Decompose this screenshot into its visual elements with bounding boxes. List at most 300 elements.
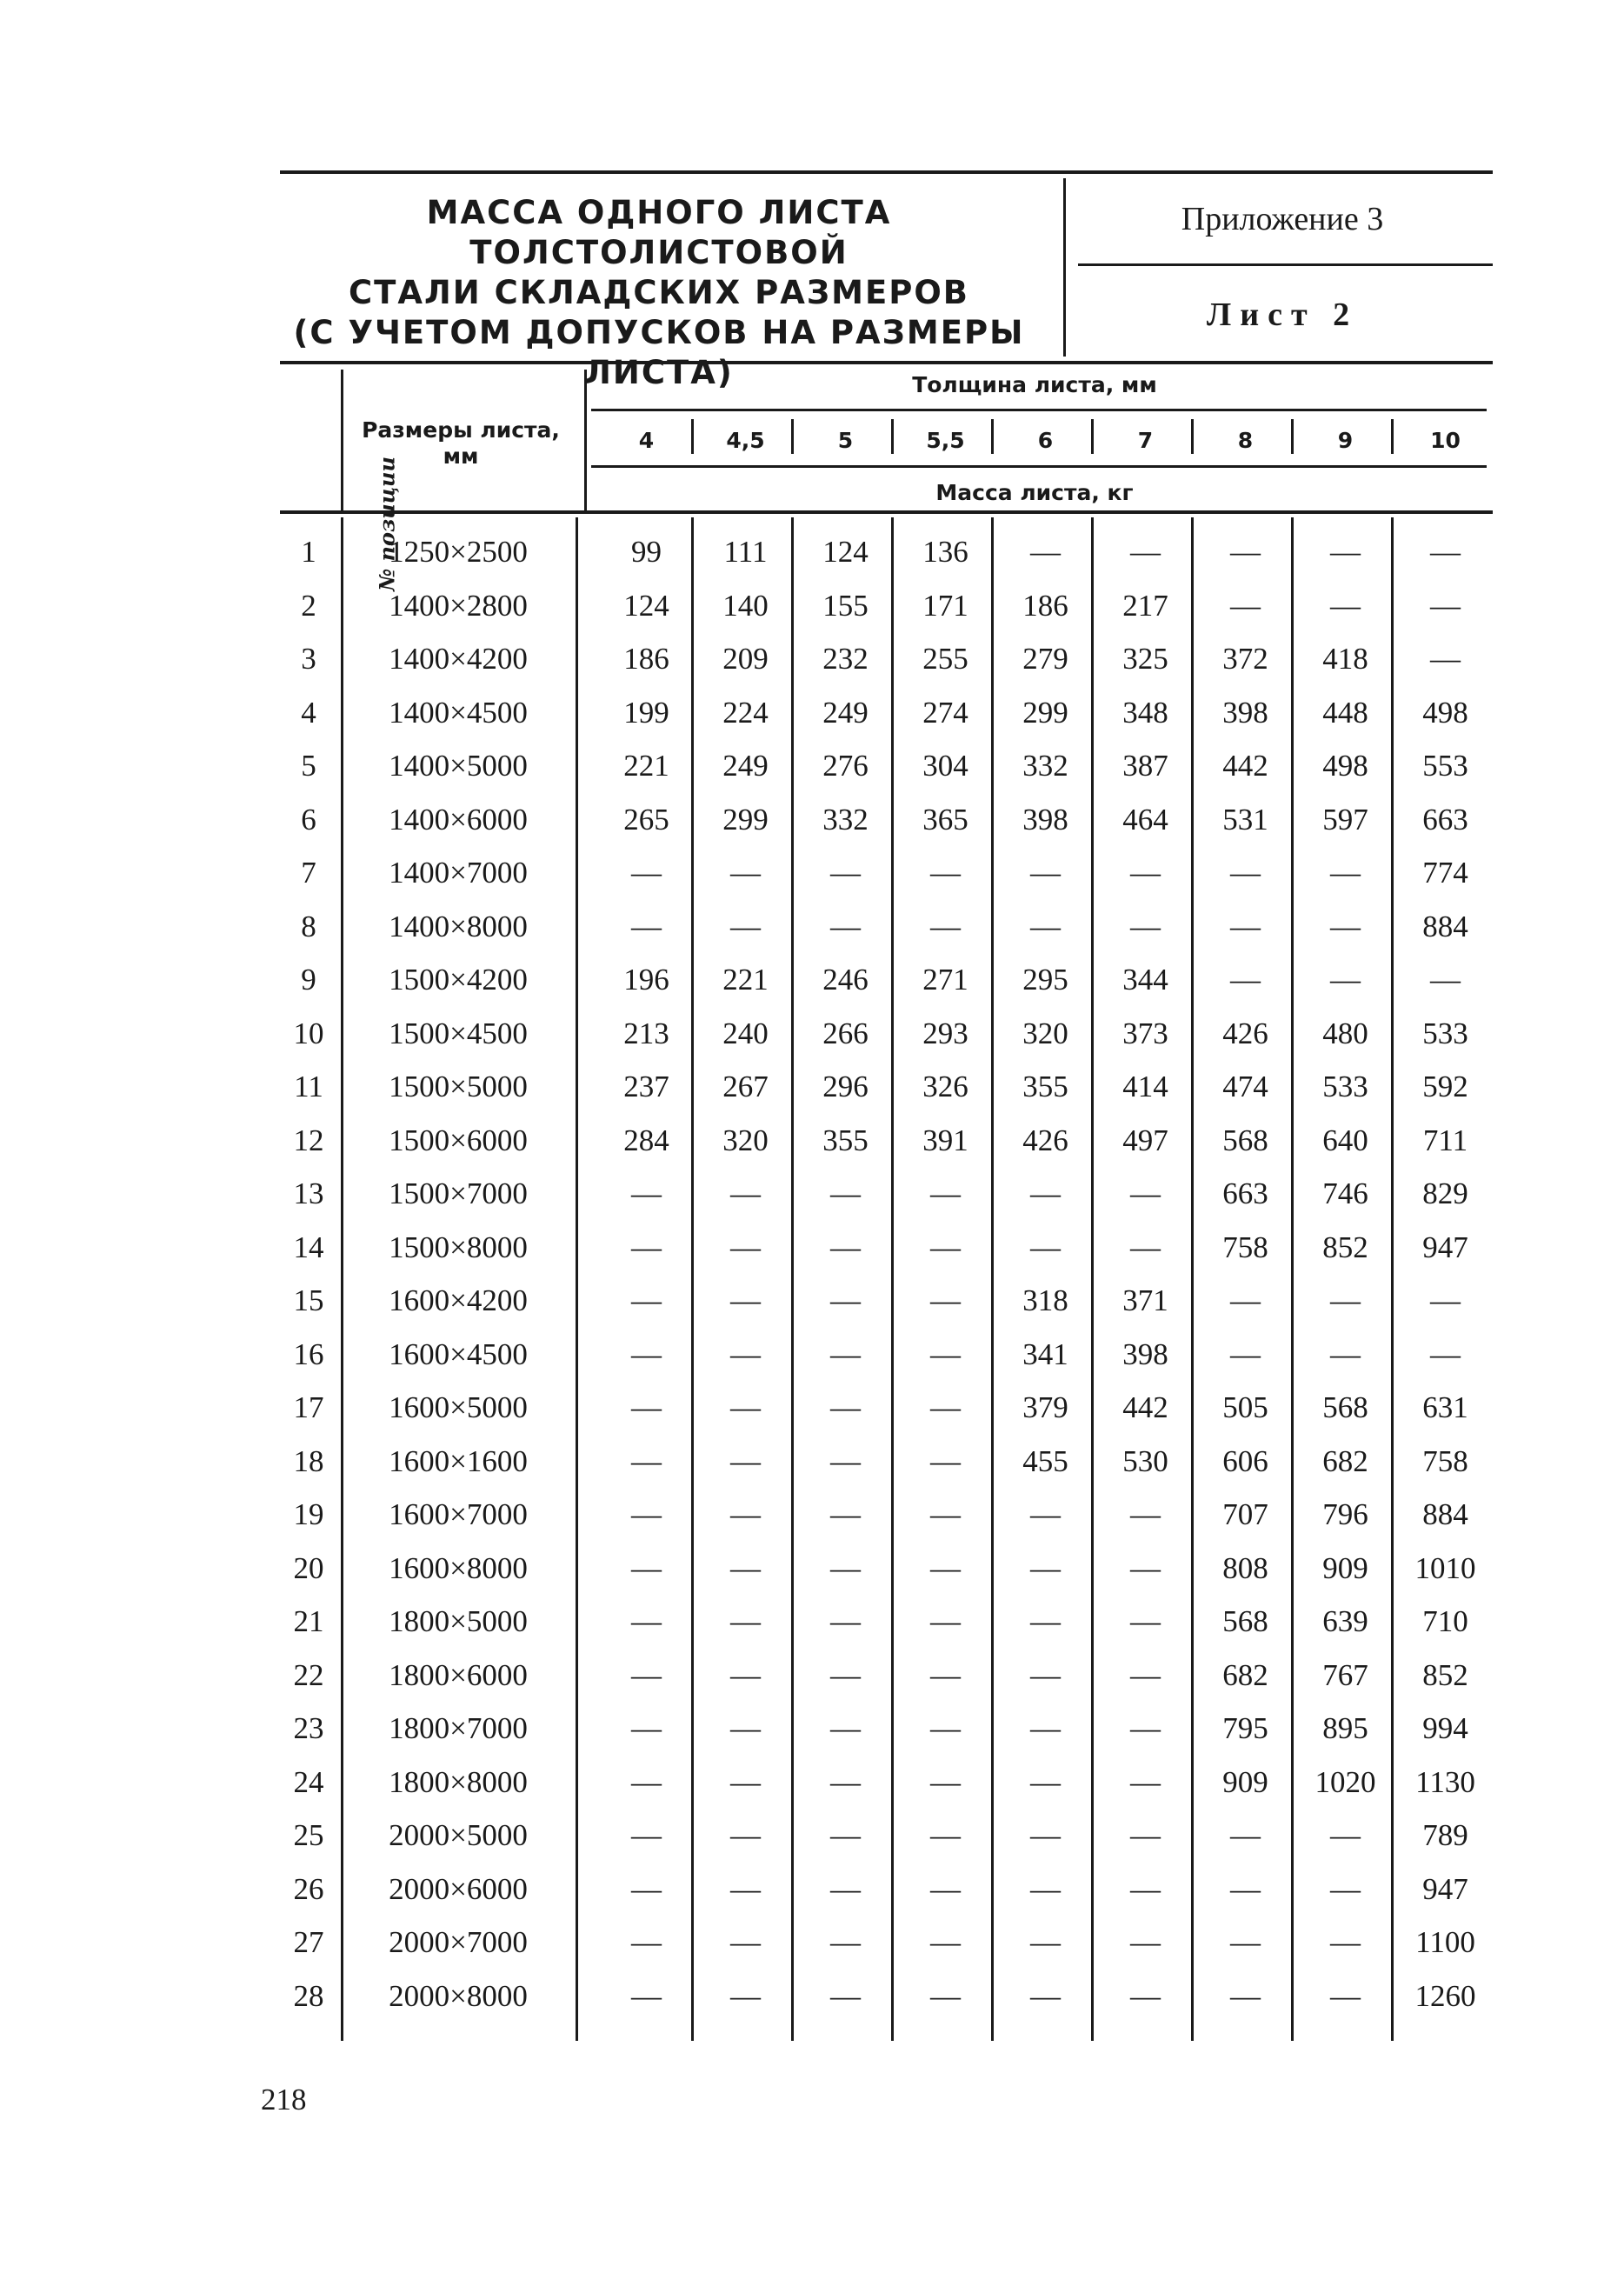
mass-value: — — [930, 1764, 961, 1799]
mass-value: 171 — [922, 588, 968, 623]
mass-value: 829 — [1422, 1176, 1468, 1210]
mass-value: — — [1430, 642, 1461, 676]
mass-value: — — [1330, 909, 1361, 943]
mass-value: 663 — [1422, 802, 1468, 837]
sheet-size: 1600×4200 — [389, 1283, 528, 1317]
position-number: 10 — [293, 1016, 324, 1050]
mass-value: 1010 — [1414, 1550, 1476, 1585]
mass-value: 299 — [722, 802, 769, 837]
mass-value: 707 — [1222, 1497, 1268, 1531]
position-number: 9 — [301, 963, 316, 997]
sheet-size: 1600×7000 — [389, 1497, 528, 1531]
mass-value: 710 — [1422, 1604, 1468, 1638]
thickness-divider — [1291, 419, 1294, 454]
mass-value: — — [830, 1978, 861, 2013]
mass-value: 796 — [1322, 1497, 1368, 1531]
mass-value: 568 — [1222, 1604, 1268, 1638]
sheet-size: 1400×8000 — [389, 909, 528, 943]
mass-value: 387 — [1122, 749, 1168, 783]
mass-value: — — [730, 1711, 761, 1745]
mass-value: 365 — [922, 802, 968, 837]
top-rule — [280, 170, 1493, 174]
mass-value: 947 — [1422, 1230, 1468, 1264]
sheet-size: 1500×5000 — [389, 1070, 528, 1103]
mass-value: — — [1230, 535, 1261, 569]
mass-value: — — [631, 909, 662, 943]
sheet-size: 1800×5000 — [389, 1604, 528, 1638]
mass-value: — — [930, 1336, 961, 1371]
mass-value: — — [631, 1604, 662, 1638]
mass-value: — — [830, 1443, 861, 1478]
mass-value: — — [930, 1978, 961, 2013]
mass-value: — — [1030, 1818, 1061, 1852]
mass-value: — — [1230, 963, 1261, 997]
mass-value: 682 — [1322, 1443, 1368, 1478]
mass-value: — — [1130, 1925, 1161, 1959]
position-number: 18 — [293, 1443, 324, 1478]
mass-value: — — [1330, 1871, 1361, 1906]
mass-value: 426 — [1222, 1016, 1268, 1050]
mass-value: — — [730, 1818, 761, 1852]
mass-value: — — [930, 1283, 961, 1317]
position-number: 13 — [293, 1176, 324, 1210]
mass-value: 293 — [922, 1016, 968, 1050]
position-number: 12 — [293, 1123, 324, 1157]
mass-value: — — [830, 1283, 861, 1317]
position-number: 17 — [293, 1390, 324, 1424]
mass-value: — — [830, 1764, 861, 1799]
mass-value: 414 — [1122, 1070, 1168, 1103]
sheet-size: 1500×6000 — [389, 1123, 528, 1157]
position-number: 14 — [293, 1230, 324, 1264]
mass-value: 774 — [1422, 856, 1468, 890]
sheet-size: 1800×7000 — [389, 1711, 528, 1745]
mass-value: 505 — [1222, 1390, 1268, 1424]
thickness-value: 7 — [1137, 428, 1154, 453]
position-number: 26 — [293, 1871, 324, 1906]
mass-value: — — [930, 1497, 961, 1531]
mass-value: — — [1130, 1657, 1161, 1692]
mass-value: 639 — [1322, 1604, 1368, 1638]
thickness-divider — [791, 419, 794, 454]
mass-value: 111 — [723, 535, 768, 569]
mass-value: — — [930, 1657, 961, 1692]
mass-value: — — [730, 1176, 761, 1210]
mass-value: — — [631, 1764, 662, 1799]
thickness-under-rule — [591, 409, 1487, 411]
mass-value: 304 — [922, 749, 968, 783]
sheet-size: 1800×8000 — [389, 1764, 528, 1799]
mass-value: 426 — [1022, 1123, 1068, 1157]
mass-value: — — [631, 1230, 662, 1264]
mass-value: 909 — [1322, 1550, 1368, 1585]
sheet-size: 2000×6000 — [389, 1871, 528, 1906]
mass-value: — — [631, 1497, 662, 1531]
mass-value: — — [730, 1550, 761, 1585]
mass-value: — — [730, 1497, 761, 1531]
mass-value: 746 — [1322, 1176, 1368, 1210]
sheet-size: 1600×4500 — [389, 1336, 528, 1371]
mass-value: 355 — [822, 1123, 869, 1157]
body-column-divider — [576, 517, 578, 2041]
sheet-size: 2000×5000 — [389, 1818, 528, 1852]
mass-value: — — [930, 1925, 961, 1959]
mass-value: 355 — [1022, 1070, 1068, 1103]
mass-value: 99 — [631, 535, 662, 569]
mass-value: 592 — [1422, 1070, 1468, 1103]
mass-value: — — [631, 1550, 662, 1585]
mass-value: — — [1330, 1336, 1361, 1371]
position-number: 19 — [293, 1497, 324, 1531]
mass-value: — — [830, 1818, 861, 1852]
mass-value: — — [830, 1550, 861, 1585]
mass-value: 255 — [922, 642, 968, 676]
mass-value: — — [1430, 1283, 1461, 1317]
thickness-values-under-rule — [591, 465, 1487, 468]
mass-value: 221 — [623, 749, 669, 783]
appendix-label: Приложение 3 — [1181, 201, 1384, 237]
mass-value: — — [1230, 1283, 1261, 1317]
sheet-size: 1400×2800 — [389, 588, 528, 623]
thickness-value: 9 — [1337, 428, 1354, 453]
body-column-divider — [341, 517, 343, 2041]
mass-value: 947 — [1422, 1871, 1468, 1906]
mass-value: 498 — [1322, 749, 1368, 783]
mass-value: 711 — [1422, 1123, 1468, 1157]
thickness-value: 5 — [837, 428, 854, 453]
mass-value: 371 — [1122, 1283, 1168, 1317]
mass-value: 320 — [722, 1123, 769, 1157]
mass-value: — — [1230, 909, 1261, 943]
position-number: 20 — [293, 1550, 324, 1585]
mass-value: 398 — [1122, 1336, 1168, 1371]
mass-value: 480 — [1322, 1016, 1368, 1050]
mass-value: — — [631, 1711, 662, 1745]
mass-value: 267 — [722, 1070, 769, 1103]
mass-value: 1100 — [1415, 1925, 1475, 1959]
sheet-size: 1400×4500 — [389, 695, 528, 730]
sheet-size: 1500×4500 — [389, 1016, 528, 1050]
mass-value: 372 — [1222, 642, 1268, 676]
mass-value: — — [1330, 535, 1361, 569]
size-column-header: Размеры листа, мм — [362, 417, 560, 469]
mass-value: 1130 — [1415, 1764, 1475, 1799]
mass-value: 442 — [1222, 749, 1268, 783]
mass-value: — — [1030, 1176, 1061, 1210]
position-number: 1 — [301, 535, 316, 569]
sheet-size: 1400×4200 — [389, 642, 528, 676]
mass-value: — — [930, 1443, 961, 1478]
mass-value: 448 — [1322, 695, 1368, 730]
mass-value: — — [1330, 856, 1361, 890]
sheet-size: 1500×8000 — [389, 1230, 528, 1264]
mass-value: 758 — [1222, 1230, 1268, 1264]
mass-value: 568 — [1222, 1123, 1268, 1157]
mass-value: 348 — [1122, 695, 1168, 730]
thickness-value: 6 — [1037, 428, 1054, 453]
thickness-value: 4,5 — [726, 428, 765, 453]
mass-value: — — [930, 1550, 961, 1585]
mass-value: — — [1330, 963, 1361, 997]
mass-value: 631 — [1422, 1390, 1468, 1424]
mass-value: — — [631, 1657, 662, 1692]
mass-value: — — [730, 1604, 761, 1638]
mass-value: 531 — [1222, 802, 1268, 837]
mass-value: — — [830, 1497, 861, 1531]
mass-value: — — [830, 1871, 861, 1906]
mass-value: 533 — [1422, 1016, 1468, 1050]
mass-value: — — [830, 856, 861, 890]
mass-value: 318 — [1022, 1283, 1068, 1317]
mass-value: 186 — [623, 642, 669, 676]
position-number: 7 — [301, 856, 316, 890]
mass-value: 237 — [623, 1070, 669, 1103]
sheet-size: 1500×4200 — [389, 963, 528, 997]
sheet-size: 2000×8000 — [389, 1978, 528, 2013]
thickness-divider — [1191, 419, 1194, 454]
mass-value: — — [1330, 1283, 1361, 1317]
mass-value: 852 — [1422, 1657, 1468, 1692]
mass-value: — — [830, 1176, 861, 1210]
mass-value: 852 — [1322, 1230, 1368, 1264]
mass-value: 568 — [1322, 1390, 1368, 1424]
mass-value: — — [631, 1818, 662, 1852]
header-vertical-divider — [1063, 178, 1066, 357]
mass-value: — — [730, 1978, 761, 2013]
thickness-value: 5,5 — [926, 428, 965, 453]
position-number: 4 — [301, 695, 316, 730]
mass-value: 249 — [822, 695, 869, 730]
mass-value: — — [730, 1283, 761, 1317]
mass-value: — — [1030, 1925, 1061, 1959]
mass-value: — — [1330, 588, 1361, 623]
mass-value: 373 — [1122, 1016, 1168, 1050]
mass-value: 265 — [623, 802, 669, 837]
mass-value: — — [1230, 1925, 1261, 1959]
mass-value: — — [930, 1604, 961, 1638]
mass-value: — — [1030, 856, 1061, 890]
document-title — [276, 193, 1042, 393]
mass-value: 274 — [922, 695, 968, 730]
sheet-size: 1400×6000 — [389, 802, 528, 837]
position-number: 16 — [293, 1336, 324, 1371]
mass-value: — — [1030, 1497, 1061, 1531]
mass-header: Масса листа, кг — [935, 480, 1134, 505]
mass-value: — — [730, 1764, 761, 1799]
mass-value: 663 — [1222, 1176, 1268, 1210]
mass-value: 279 — [1022, 642, 1068, 676]
position-number: 25 — [293, 1818, 324, 1852]
mass-value: — — [1130, 1871, 1161, 1906]
mass-value: 597 — [1322, 802, 1368, 837]
mass-value: — — [1030, 535, 1061, 569]
mass-value: — — [830, 1230, 861, 1264]
mass-value: — — [730, 1925, 761, 1959]
mass-value: 391 — [922, 1123, 968, 1157]
mass-value: — — [930, 909, 961, 943]
mass-value: 124 — [822, 535, 869, 569]
mass-value: — — [1030, 1657, 1061, 1692]
mass-value: — — [631, 1176, 662, 1210]
title-line: ЛИСТА) — [584, 354, 734, 391]
mass-value: — — [1430, 963, 1461, 997]
mass-value: 284 — [623, 1123, 669, 1157]
mass-value: 196 — [623, 963, 669, 997]
mass-value: 398 — [1222, 695, 1268, 730]
table-header-bottom-rule — [280, 510, 1493, 514]
mass-value: 332 — [822, 802, 869, 837]
mass-value: 379 — [1022, 1390, 1068, 1424]
position-number: 6 — [301, 802, 316, 837]
mass-value: 232 — [822, 642, 869, 676]
mass-value: — — [930, 1176, 961, 1210]
mass-value: 213 — [623, 1016, 669, 1050]
mass-value: 398 — [1022, 802, 1068, 837]
mass-value: 1260 — [1414, 1978, 1476, 2013]
mass-value: — — [631, 1925, 662, 1959]
mass-value: — — [1030, 1871, 1061, 1906]
header-column-divider — [584, 370, 587, 513]
header-column-divider — [341, 370, 343, 513]
mass-value: — — [1430, 535, 1461, 569]
mass-value: 1020 — [1315, 1764, 1376, 1799]
mass-value: — — [730, 1230, 761, 1264]
mass-value: — — [830, 1657, 861, 1692]
thickness-divider — [891, 419, 894, 454]
mass-value: — — [631, 1443, 662, 1478]
mass-value: 497 — [1122, 1123, 1168, 1157]
mass-value: — — [830, 1604, 861, 1638]
mass-value: — — [1030, 1230, 1061, 1264]
position-number: 2 — [301, 588, 316, 623]
title-line: (С УЧЕТОМ ДОПУСКОВ НА РАЗМЕРЫ — [293, 314, 1025, 351]
mass-value: 249 — [722, 749, 769, 783]
mass-value: 124 — [623, 588, 669, 623]
mass-value: — — [1230, 1871, 1261, 1906]
mass-value: 209 — [722, 642, 769, 676]
mass-value: 789 — [1422, 1818, 1468, 1852]
sheet-size: 1250×2500 — [389, 535, 528, 569]
thickness-divider — [991, 419, 994, 454]
mass-value: 606 — [1222, 1443, 1268, 1478]
thickness-value: 4 — [638, 428, 655, 453]
position-number: 22 — [293, 1657, 324, 1692]
mass-value: — — [1330, 1925, 1361, 1959]
mass-value: — — [1030, 1978, 1061, 2013]
position-number: 3 — [301, 642, 316, 676]
mass-value: — — [730, 1390, 761, 1424]
mass-value: — — [631, 1336, 662, 1371]
mass-value: 455 — [1022, 1443, 1068, 1478]
mass-value: 271 — [922, 963, 968, 997]
position-number: 15 — [293, 1283, 324, 1317]
thickness-value: 8 — [1237, 428, 1254, 453]
mass-value: — — [930, 1818, 961, 1852]
mass-value: — — [1030, 1550, 1061, 1585]
mass-value: — — [730, 1657, 761, 1692]
mass-value: — — [730, 1336, 761, 1371]
mass-value: 767 — [1322, 1657, 1368, 1692]
thickness-divider — [1091, 419, 1094, 454]
position-number: 24 — [293, 1764, 324, 1799]
mass-value: 326 — [922, 1070, 968, 1103]
mass-value: — — [730, 1871, 761, 1906]
mass-value: 246 — [822, 963, 869, 997]
position-number: 23 — [293, 1711, 324, 1745]
mass-value: 895 — [1322, 1711, 1368, 1745]
mass-value: — — [930, 1871, 961, 1906]
sheet-size: 1600×8000 — [389, 1550, 528, 1585]
mass-value: 299 — [1022, 695, 1068, 730]
mass-value: — — [930, 1230, 961, 1264]
mass-value: 320 — [1022, 1016, 1068, 1050]
mass-value: — — [1230, 856, 1261, 890]
position-number: 28 — [293, 1978, 324, 2013]
mass-value: 296 — [822, 1070, 869, 1103]
thickness-header: Толщина листа, мм — [912, 372, 1157, 397]
mass-value: — — [830, 909, 861, 943]
mass-value: — — [1030, 909, 1061, 943]
mass-value: — — [1330, 1978, 1361, 2013]
mass-value: — — [930, 1711, 961, 1745]
mass-value: 464 — [1122, 802, 1168, 837]
mass-value: 276 — [822, 749, 869, 783]
mass-value: 266 — [822, 1016, 869, 1050]
mass-value: 884 — [1422, 1497, 1468, 1531]
mass-value: 332 — [1022, 749, 1068, 783]
mass-value: — — [1030, 1711, 1061, 1745]
mass-value: — — [1130, 1978, 1161, 2013]
mass-value: 442 — [1122, 1390, 1168, 1424]
mass-value: 808 — [1222, 1550, 1268, 1585]
mass-value: 221 — [722, 963, 769, 997]
mass-value: 994 — [1422, 1711, 1468, 1745]
mass-value: — — [1230, 1818, 1261, 1852]
position-number: 21 — [293, 1604, 324, 1638]
mass-value: 344 — [1122, 963, 1168, 997]
mass-value: — — [1130, 909, 1161, 943]
mass-value: 240 — [722, 1016, 769, 1050]
mass-value: 640 — [1322, 1123, 1368, 1157]
position-number: 11 — [294, 1070, 323, 1103]
mass-value: — — [1230, 588, 1261, 623]
sheet-size: 2000×7000 — [389, 1925, 528, 1959]
mass-value: — — [631, 1871, 662, 1906]
mass-value: 533 — [1322, 1070, 1368, 1103]
mass-value: 884 — [1422, 909, 1468, 943]
mass-value: — — [631, 856, 662, 890]
mass-value: — — [1430, 588, 1461, 623]
mass-value: — — [1130, 1550, 1161, 1585]
mass-value: 199 — [623, 695, 669, 730]
mass-value: — — [631, 1978, 662, 2013]
mass-value: — — [830, 1390, 861, 1424]
appendix-divider — [1078, 263, 1493, 266]
mass-value: — — [830, 1925, 861, 1959]
mass-value: — — [1330, 1818, 1361, 1852]
mass-value: — — [1430, 1336, 1461, 1371]
mass-value: 474 — [1222, 1070, 1268, 1103]
mass-value: 682 — [1222, 1657, 1268, 1692]
mass-value: — — [830, 1711, 861, 1745]
sheet-size: 1800×6000 — [389, 1657, 528, 1692]
mass-value: — — [1030, 1604, 1061, 1638]
sheet-label: Лист 2 — [1206, 297, 1359, 333]
mass-value: — — [1130, 1711, 1161, 1745]
mass-value: 530 — [1122, 1443, 1168, 1478]
mass-value: — — [1230, 1978, 1261, 2013]
sheet-size: 1500×7000 — [389, 1176, 528, 1210]
